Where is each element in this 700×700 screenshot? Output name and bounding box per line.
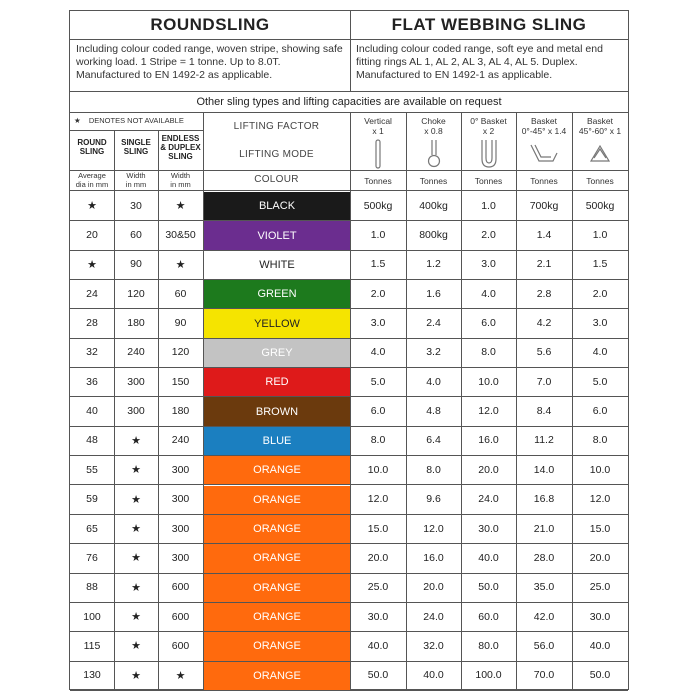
round-sling-size: 48	[86, 434, 98, 447]
single-sling-subhead: Width in mm	[125, 171, 147, 189]
mode-factor: x 2	[482, 126, 495, 136]
single-sling-size: ★	[131, 434, 141, 447]
table-row	[70, 367, 628, 396]
legend-text: DENOTES NOT AVAILABLE	[88, 116, 184, 125]
colour-label: COLOUR	[254, 174, 299, 185]
capacity-value: 4.2	[536, 317, 552, 330]
capacity-value: 56.0	[533, 639, 555, 652]
capacity-value: 35.0	[533, 581, 555, 594]
round-sling-subhead: Average dia in mm	[75, 171, 109, 189]
legend	[74, 115, 204, 127]
round-sling-size: 36	[86, 375, 98, 388]
colour-swatch: ORANGE	[204, 662, 350, 690]
table-row	[70, 279, 628, 308]
table-row	[70, 455, 628, 484]
capacity-value: 40.0	[589, 639, 611, 652]
colour-swatch: GREEN	[204, 280, 350, 308]
capacity-value: 50.0	[478, 581, 499, 594]
mode-unit: Tonnes	[419, 176, 448, 186]
endless-sling-size: 120	[171, 346, 190, 359]
capacity-value: 20.0	[367, 551, 389, 564]
sling-capacity-sheet	[69, 10, 629, 690]
capacity-value: 12.0	[423, 522, 444, 535]
table-row	[70, 220, 628, 249]
mode-name: Basket	[531, 116, 557, 126]
colour-swatch: WHITE	[204, 251, 350, 279]
endless-sling-subhead: Width in mm	[170, 171, 191, 189]
lifting-mode-label: LIFTING MODE	[239, 149, 314, 160]
capacity-value: 14.0	[533, 463, 555, 476]
table-row	[70, 631, 628, 660]
table-row	[70, 308, 628, 337]
table-row	[70, 573, 628, 602]
colour-swatch: ORANGE	[204, 456, 350, 484]
capacity-value: 500kg	[363, 199, 393, 212]
single-sling-size: ★	[131, 552, 141, 565]
mode-unit: Tonnes	[586, 176, 614, 186]
capacity-value: 3.0	[481, 258, 496, 271]
vertical-sling-icon	[350, 139, 406, 169]
capacity-value: 1.0	[370, 229, 386, 242]
single-sling-size: 180	[127, 317, 145, 330]
colour-swatch: ORANGE	[204, 574, 350, 602]
mode-factor: 0°-45° x 1.4	[521, 126, 567, 136]
table-row	[70, 602, 628, 631]
capacity-value: 12.0	[367, 493, 389, 506]
round-sling-size: 100	[83, 610, 101, 623]
round-sling-size: 115	[83, 639, 101, 652]
capacity-value: 6.0	[370, 405, 386, 418]
single-sling-size: 30	[130, 199, 142, 212]
capacity-value: 16.0	[423, 551, 444, 564]
capacity-value: 7.0	[536, 375, 552, 388]
capacity-value: 2.1	[536, 258, 552, 271]
capacity-value: 24.0	[423, 610, 444, 623]
round-sling-size: ★	[87, 258, 97, 271]
capacity-value: 1.0	[592, 229, 608, 242]
capacity-value: 5.0	[370, 375, 386, 388]
single-sling-size: ★	[131, 669, 141, 682]
capacity-value: 4.0	[370, 346, 386, 359]
capacity-value: 12.0	[478, 405, 499, 418]
mode-head-1	[350, 113, 406, 190]
capacity-value: 8.4	[536, 405, 552, 418]
endless-sling-size: 300	[171, 522, 190, 535]
table-row	[70, 514, 628, 543]
capacity-value: 42.0	[533, 610, 555, 623]
capacity-value: 2.8	[536, 287, 552, 300]
mode-factor: x 1	[372, 126, 384, 136]
capacity-value: 4.8	[426, 405, 441, 418]
capacity-value: 32.0	[423, 639, 444, 652]
endless-sling-size: ★	[175, 669, 186, 682]
capacity-value: 8.0	[370, 434, 386, 447]
capacity-value: 5.6	[536, 346, 552, 359]
capacity-value: 6.0	[592, 405, 608, 418]
table-row	[70, 396, 628, 425]
endless-sling-size: ★	[175, 258, 186, 271]
table-row	[70, 485, 628, 514]
basket-60-sling-icon	[572, 139, 628, 169]
capacity-value: 1.4	[536, 229, 552, 242]
colour-swatch: GREY	[204, 339, 350, 367]
single-sling-size: ★	[131, 523, 141, 536]
mode-unit: Tonnes	[530, 176, 558, 186]
capacity-value: 24.0	[478, 493, 499, 506]
round-sling-size: 130	[83, 669, 101, 682]
capacity-value: 8.0	[592, 434, 608, 447]
round-sling-size: ★	[87, 200, 97, 213]
basket-45-sling-icon	[516, 139, 572, 169]
endless-sling-size: 300	[171, 463, 190, 476]
capacity-value: 40.0	[478, 551, 499, 564]
single-sling-size: 90	[130, 258, 142, 271]
basket-sling-icon	[461, 139, 516, 169]
colour-swatch: ORANGE	[204, 544, 350, 572]
capacity-value: 40.0	[423, 669, 444, 682]
endless-sling-size: 600	[171, 610, 190, 623]
roundsling-description: Including colour coded range, woven stripe, showing safe working load. 1 Stripe = 1 tonne. Up to 8.0T. Manufactured to EN 1492-2 as applicable.	[76, 43, 343, 81]
table-row	[70, 250, 628, 279]
single-sling-size: ★	[131, 640, 141, 653]
capacity-value: 4.0	[592, 346, 608, 359]
endless-sling-size: 60	[174, 287, 187, 300]
capacity-value: 20.0	[478, 463, 499, 476]
capacity-value: 20.0	[589, 551, 611, 564]
capacity-value: 70.0	[533, 669, 555, 682]
endless-sling-size: 300	[171, 493, 190, 506]
capacity-value: 21.0	[533, 522, 555, 535]
capacity-value: 700kg	[529, 199, 559, 212]
single-sling-size: 60	[130, 229, 142, 242]
endless-sling-size: ★	[175, 200, 186, 213]
capacity-value: 2.0	[481, 229, 496, 242]
table-row	[70, 543, 628, 572]
single-sling-size: 300	[127, 405, 145, 418]
capacity-value: 500kg	[585, 199, 615, 212]
capacity-value: 800kg	[419, 229, 448, 242]
mode-unit: Tonnes	[474, 176, 503, 186]
capacity-value: 15.0	[589, 522, 611, 535]
legend-star-icon: ★	[74, 116, 81, 125]
mode-name: 0° Basket	[470, 116, 507, 126]
colour-swatch: ORANGE	[204, 486, 350, 514]
capacity-value: 2.0	[592, 287, 608, 300]
mode-name: Basket	[587, 116, 613, 126]
colour-swatch: RED	[204, 368, 350, 396]
mode-head-2	[406, 113, 461, 190]
mode-factor: x 0.8	[424, 126, 443, 136]
capacity-value: 1.0	[481, 199, 496, 212]
mode-unit: Tonnes	[364, 176, 392, 186]
round-sling-size: 40	[86, 405, 98, 418]
capacity-value: 10.0	[589, 463, 611, 476]
round-sling-size: 59	[86, 493, 98, 506]
colour-swatch: ORANGE	[204, 632, 350, 660]
capacity-value: 80.0	[478, 639, 499, 652]
capacity-value: 20.0	[423, 581, 444, 594]
mode-factor: 45°-60° x 1	[578, 126, 622, 136]
capacity-value: 3.0	[370, 317, 386, 330]
endless-sling-size: 600	[171, 581, 190, 594]
capacity-value: 8.0	[481, 346, 496, 359]
mode-head-3	[461, 113, 516, 190]
flat-webbing-description: Including colour coded range, soft eye and metal end fitting rings AL 1, AL 2, AL 3, AL 4, AL 5. Duplex. Manufactured to EN 1492-1 as applicable.	[356, 43, 603, 81]
capacity-value: 60.0	[478, 610, 499, 623]
endless-sling-size: 240	[171, 434, 190, 447]
single-sling-size: 120	[127, 287, 145, 300]
capacity-value: 30.0	[367, 610, 389, 623]
capacity-value: 25.0	[589, 581, 611, 594]
colour-swatch: ORANGE	[204, 603, 350, 631]
colour-swatch: YELLOW	[204, 309, 350, 337]
capacity-value: 2.0	[370, 287, 386, 300]
round-sling-head: ROUND SLING	[77, 138, 107, 156]
round-sling-size: 76	[86, 551, 98, 564]
round-sling-size: 32	[86, 346, 98, 359]
capacity-value: 4.0	[481, 287, 496, 300]
capacity-value: 16.0	[478, 434, 499, 447]
capacity-value: 10.0	[367, 463, 389, 476]
capacity-value: 8.0	[426, 463, 441, 476]
endless-sling-size: 600	[171, 639, 190, 652]
single-sling-size: ★	[131, 581, 141, 594]
endless-duplex-sling-head: ENDLESS & DUPLEX SLING	[160, 134, 201, 161]
single-sling-head: SINGLE SLING	[121, 138, 151, 156]
capacity-value: 3.0	[592, 317, 608, 330]
mode-head-4	[516, 113, 572, 190]
capacity-value: 400kg	[419, 199, 448, 212]
table-row	[70, 191, 628, 220]
mode-name: Choke	[421, 116, 446, 126]
availability-banner: Other sling types and lifting capacities are available on request	[196, 96, 502, 108]
single-sling-size: 300	[127, 375, 145, 388]
table-row	[70, 338, 628, 367]
colour-swatch: BLACK	[204, 192, 350, 220]
capacity-value: 1.5	[370, 258, 386, 271]
single-sling-size: 240	[127, 346, 145, 359]
mode-head-5	[572, 113, 628, 190]
capacity-value: 3.2	[426, 346, 441, 359]
mode-name: Vertical	[364, 116, 392, 126]
endless-sling-size: 300	[171, 551, 190, 564]
round-sling-size: 24	[86, 287, 98, 300]
capacity-value: 30.0	[589, 610, 611, 623]
endless-sling-size: 150	[171, 375, 190, 388]
endless-sling-size: 90	[174, 317, 187, 330]
table-row	[70, 661, 628, 690]
capacity-value: 2.4	[426, 317, 441, 330]
round-sling-size: 28	[86, 317, 98, 330]
capacity-value: 1.2	[426, 258, 441, 271]
round-sling-size: 20	[86, 229, 98, 242]
colour-swatch: BROWN	[204, 397, 350, 425]
single-sling-size: ★	[131, 464, 141, 477]
capacity-value: 5.0	[592, 375, 608, 388]
colour-swatch: BLUE	[204, 427, 350, 455]
capacity-value: 15.0	[367, 522, 389, 535]
capacity-value: 25.0	[367, 581, 389, 594]
round-sling-size: 65	[86, 522, 98, 535]
endless-sling-size: 30&50	[165, 229, 196, 242]
single-sling-size: ★	[131, 493, 141, 506]
single-sling-size: ★	[131, 611, 141, 624]
capacity-value: 16.8	[533, 493, 555, 506]
capacity-value: 100.0	[475, 669, 502, 682]
colour-swatch: ORANGE	[204, 515, 350, 543]
round-sling-size: 88	[86, 581, 98, 594]
capacity-value: 50.0	[589, 669, 611, 682]
roundsling-title: ROUNDSLING	[150, 15, 270, 34]
capacity-value: 1.6	[426, 287, 441, 300]
capacity-value: 40.0	[367, 639, 389, 652]
capacity-value: 12.0	[589, 493, 611, 506]
round-sling-size: 55	[86, 463, 98, 476]
table-row	[70, 426, 628, 455]
capacity-value: 1.5	[592, 258, 608, 271]
choke-sling-icon	[406, 139, 461, 169]
capacity-value: 4.0	[426, 375, 441, 388]
capacity-value: 11.2	[534, 434, 554, 447]
capacity-value: 10.0	[478, 375, 499, 388]
capacity-value: 6.4	[426, 434, 441, 447]
lifting-factor-label: LIFTING FACTOR	[233, 121, 320, 132]
capacity-value: 9.6	[426, 493, 441, 506]
capacity-value: 28.0	[533, 551, 555, 564]
colour-swatch: VIOLET	[204, 221, 350, 249]
capacity-value: 50.0	[367, 669, 389, 682]
endless-sling-size: 180	[171, 405, 190, 418]
capacity-value: 6.0	[481, 317, 496, 330]
capacity-value: 30.0	[478, 522, 499, 535]
flat-webbing-sling-title: FLAT WEBBING SLING	[391, 15, 587, 34]
